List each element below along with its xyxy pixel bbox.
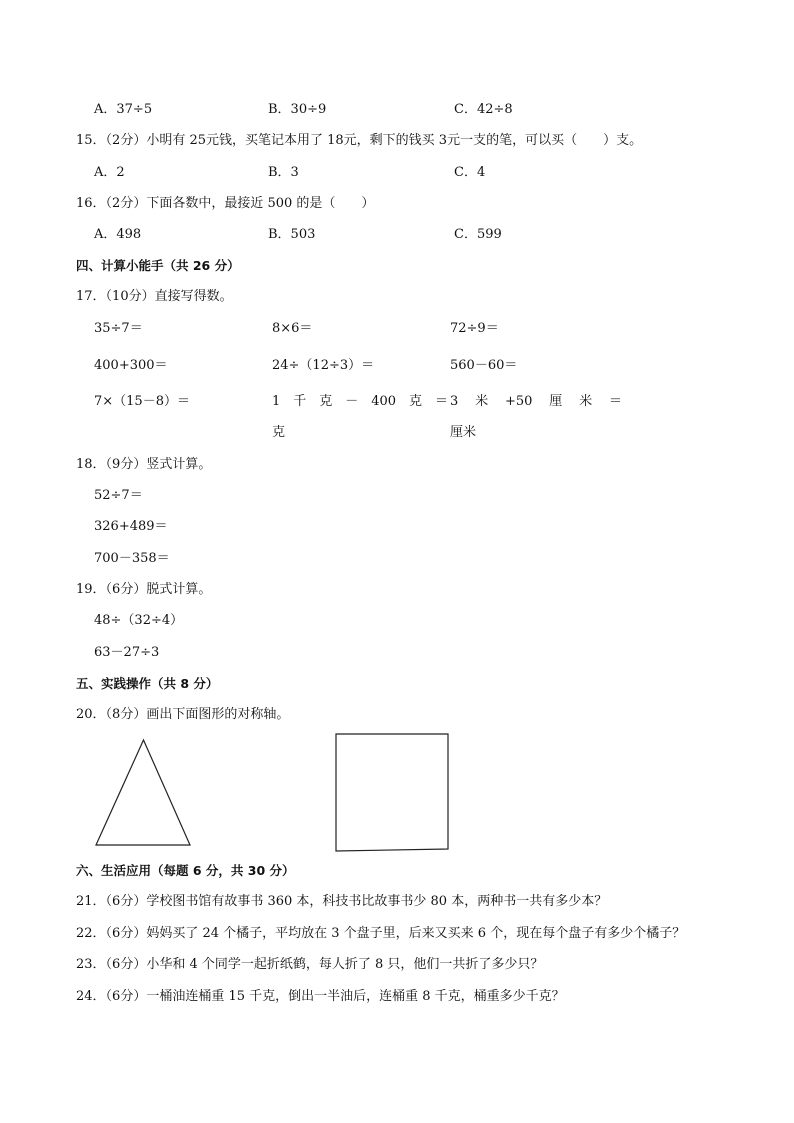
q17-stem: 17．（10分）直接写得数。	[76, 289, 233, 304]
q14-option-c: C．42÷8	[454, 102, 513, 117]
q17-token: +50	[504, 394, 533, 409]
q17-token: 米	[579, 394, 593, 409]
q15-stem: 15．（2分）小明有 25元钱，买笔记本用了 18元，剩下的钱买 3元一支的笔，可以买（ ）支。	[76, 133, 643, 148]
q14-option-b: B．30÷9	[268, 102, 327, 117]
q19-item: 63－27÷3	[94, 645, 160, 660]
q17-token: 400	[371, 394, 397, 409]
q21-stem: 21．（6分）学校图书馆有故事书 360 本，科技书比故事书少 80 本，两种书一共有多少本？	[76, 894, 608, 909]
q17-item: 35÷7＝	[94, 321, 143, 336]
q15-option-a: A．2	[94, 165, 125, 180]
section-4-heading: 四、计算小能手（共 26 分）	[76, 258, 240, 273]
q18-stem: 18．（9分）竖式计算。	[76, 457, 212, 472]
q19-item: 48÷（32÷4）	[94, 613, 184, 628]
q17-item-kg-conversion	[272, 393, 448, 411]
square-figure	[332, 730, 454, 856]
q17-item-kg-continuation: 克	[272, 425, 286, 440]
q17-token: ＝	[608, 394, 622, 409]
q16-stem: 16．（2分）下面各数中，最接近 500 的是（ ）	[76, 196, 375, 211]
q17-token: －	[345, 394, 359, 409]
q22-stem: 22．（6分）妈妈买了 24 个橘子，平均放在 3 个盘子里，后来又买来 6 个，现在每个盘子有多少个橘子？	[76, 926, 686, 941]
q17-token: 克	[409, 394, 423, 409]
q17-item: 7×（15－8）＝	[94, 394, 190, 409]
q15-option-c: C．4	[454, 165, 486, 180]
q17-item: 8×6＝	[272, 321, 313, 336]
q17-token: ＝	[434, 394, 448, 409]
q18-item: 326+489＝	[94, 519, 168, 534]
q20-stem: 20．（8分）画出下面图形的对称轴。	[76, 707, 290, 722]
q17-item: 560－60＝	[450, 358, 518, 373]
q16-option-b: B．503	[268, 227, 316, 242]
q19-stem: 19．（6分）脱式计算。	[76, 582, 212, 597]
q17-item: 72÷9＝	[450, 321, 499, 336]
q23-stem: 23．（6分）小华和 4 个同学一起折纸鹤，每人折了 8 只，他们一共折了多少只？	[76, 957, 544, 972]
q17-item: 400+300＝	[94, 358, 168, 373]
q17-token: 1	[272, 394, 281, 409]
q17-item-cm-continuation: 厘米	[450, 425, 477, 440]
q17-token: 千	[293, 394, 307, 409]
q17-item: 24÷（12÷3）＝	[272, 358, 375, 373]
section-5-heading: 五、实践操作（共 8 分）	[76, 676, 219, 691]
q16-option-a: A．498	[94, 227, 142, 242]
q17-token: 米	[475, 394, 489, 409]
q18-item: 700－358＝	[94, 551, 170, 566]
q15-option-b: B．3	[268, 165, 299, 180]
q14-option-a: A．37÷5	[94, 102, 153, 117]
q16-option-c: C．599	[454, 227, 502, 242]
q17-token: 厘	[549, 394, 563, 409]
q24-stem: 24．（6分）一桶油连桶重 15 千克，倒出一半油后，连桶重 8 千克，桶重多少千克？	[76, 989, 565, 1004]
q17-token: 克	[319, 394, 333, 409]
q18-item: 52÷7＝	[94, 488, 143, 503]
section-6-heading: 六、生活应用（每题 6 分，共 30 分）	[76, 863, 295, 878]
q17-item-cm-conversion	[450, 393, 622, 411]
triangle-figure	[92, 736, 198, 850]
q17-token: 3	[450, 394, 459, 409]
